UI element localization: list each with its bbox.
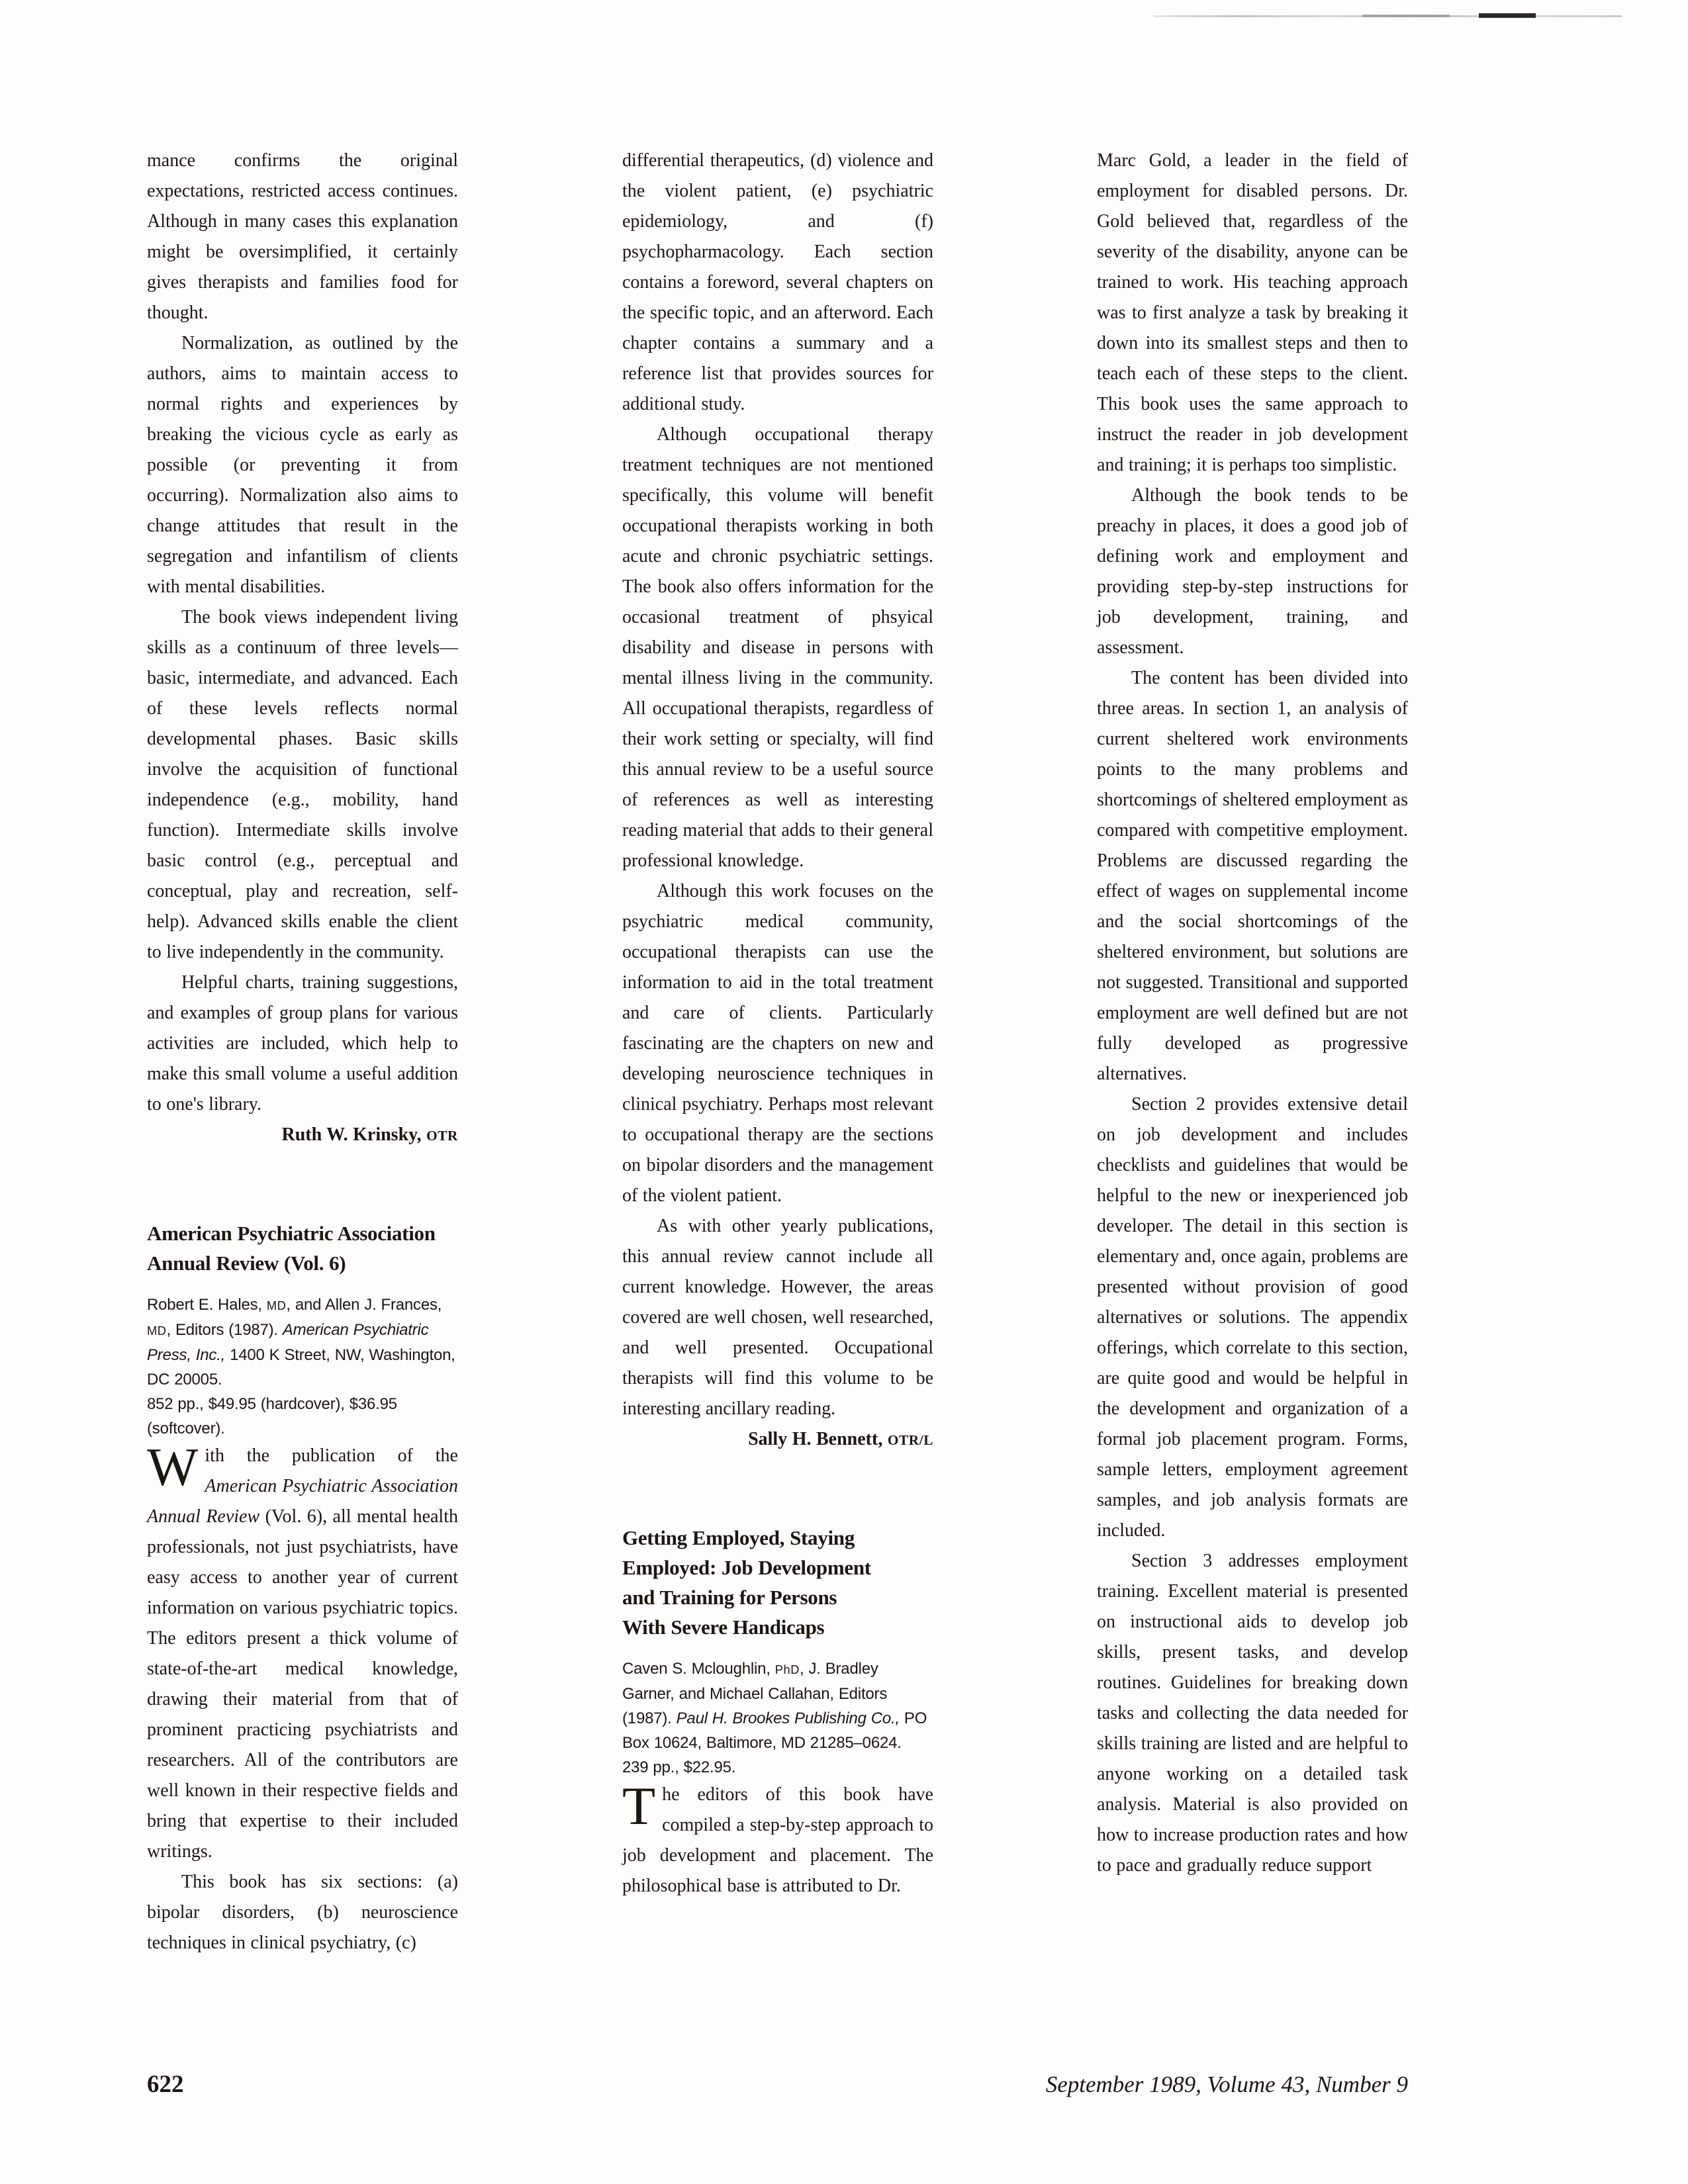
scan-line-dark bbox=[1479, 13, 1536, 18]
italic-text: Paul H. Brookes Publishing Co., bbox=[676, 1709, 900, 1727]
continuation-paragraph bbox=[1097, 146, 1408, 480]
text-run: Although this work focuses on the psychiatric medical community, occupational therapists can use the information to aid in the total treatment and care of clients. Particularly fascinating are the chapters on new and developing neuroscience techniques in clinical psychiatry. Perhaps most relevant to occupational therapy are the sections on bipolar disorders and the management of the violent patient. bbox=[622, 881, 933, 1206]
column-left bbox=[147, 146, 458, 1958]
review-title-line: With Severe Handicaps bbox=[622, 1615, 825, 1639]
text-run: Section 3 addresses employment training. Excellent material is presented on instructional aids to develop job skills, present tasks, and develop routines. Guidelines for breaking down tasks and collecting the data needed for skills training are listed and are helpful to anyone working on a detailed task analysis. Material is also provided on how to increase production rates and how to pace and gradually reduce support bbox=[1097, 1551, 1408, 1876]
citation-line bbox=[622, 1657, 933, 1755]
footer-issue-line: September 1989, Volume 43, Number 9 bbox=[1045, 2071, 1408, 2097]
text-run: As with other yearly publications, this annual review cannot include all current knowledge. However, the areas covered are well chosen, well researched, and well presented. Occupational therapists will find this volume to be interesting ancillary reading. bbox=[622, 1216, 933, 1419]
smallcaps-text: MD bbox=[266, 1298, 287, 1312]
text-run: Helpful charts, training suggestions, and examples of group plans for various activities are included, which help to make this small volume a useful addition to one's library. bbox=[147, 972, 458, 1115]
reviewer-signature bbox=[622, 1424, 933, 1455]
text-run: ith the publication of the bbox=[205, 1445, 458, 1466]
text-run: , and Allen J. Frances, bbox=[286, 1296, 442, 1314]
paragraph bbox=[147, 1867, 458, 1958]
paragraph bbox=[622, 1211, 933, 1424]
text-run: differential therapeutics, (d) violence and the violent patient, (e) psychiatric epidemiology, and (f) psychopharmacology. Each section contains a foreword, several chapters on the specific topic, and an afterword. Each chapter contains a summary and a reference list that provides sources for additional study. bbox=[622, 150, 933, 414]
review-title bbox=[147, 1218, 458, 1278]
paragraph bbox=[622, 876, 933, 1211]
reviewer-credential: OTR bbox=[426, 1128, 458, 1144]
paragraph bbox=[1097, 1546, 1408, 1881]
text-run: mance confirms the original expectations, restricted access continues. Although in many cases this explanation might be oversimplified, it certainly gives therapists and families food for thought. bbox=[147, 150, 458, 323]
text-run: 1400 K Street, NW, Washington, DC 20005. bbox=[147, 1346, 455, 1388]
review-title-line: Annual Review (Vol. 6) bbox=[147, 1251, 346, 1275]
drop-cap-letter: T bbox=[622, 1776, 656, 1836]
footer-page-number: 622 bbox=[147, 2071, 184, 2098]
smallcaps-text: MD bbox=[147, 1324, 167, 1338]
paragraph bbox=[147, 602, 458, 968]
text-run: 239 pp., $22.95. bbox=[622, 1758, 736, 1776]
paragraph bbox=[1097, 480, 1408, 663]
column-middle bbox=[622, 146, 933, 1901]
citation-line bbox=[147, 1293, 458, 1392]
continuation-paragraph bbox=[622, 146, 933, 420]
paragraph bbox=[622, 420, 933, 876]
drop-cap-letter: W bbox=[147, 1437, 199, 1497]
text-run: The book views independent living skills as a continuum of three levels—basic, intermediate, and advanced. Each of these levels reflects normal developmental phases. Basic skills involve the acquisition of functional independence (e.g., mobility, hand function). Intermediate skills involve basic control (e.g., perceptual and conceptual, play and recreation, self-help). Advanced skills enable the client to live independently in the community. bbox=[147, 607, 458, 962]
drop-cap-paragraph bbox=[622, 1776, 933, 1901]
citation-line bbox=[147, 1392, 458, 1441]
text-run: he editors of this book have compiled a step-by-step approach to job development and placement. The philosophical base is attributed to Dr. bbox=[622, 1784, 933, 1896]
text-run: , Editors (1987). bbox=[166, 1321, 283, 1339]
book-citation bbox=[147, 1293, 458, 1441]
text-run: Caven S. Mcloughlin, bbox=[622, 1660, 775, 1678]
text-run: PO Box 10624, Baltimore, MD 21285–0624. bbox=[622, 1709, 927, 1752]
text-run: , J. Bradley Garner, and Michael Callahan, Editors (1987). bbox=[622, 1660, 888, 1727]
review-title-line: and Training for Persons bbox=[622, 1586, 837, 1609]
smallcaps-text: PhD bbox=[774, 1662, 800, 1676]
book-citation bbox=[622, 1657, 933, 1780]
text-run: 852 pp., $49.95 (hardcover), $36.95 (softcover). bbox=[147, 1395, 397, 1437]
reviewer-name: Sally H. Bennett, bbox=[748, 1429, 888, 1449]
text-run: Although occupational therapy treatment techniques are not mentioned specifically, this volume will benefit occupational therapists working in both acute and chronic psychiatric settings. The book also offers information for the occasional treatment of phsyical disability and disease in persons with mental illness living in the community. All occupational therapists, regardless of their work setting or specialty, will find this annual review to be a useful source of references as well as interesting reading material that adds to their general professional knowledge. bbox=[622, 424, 933, 871]
reviewer-name: Ruth W. Krinsky, bbox=[281, 1124, 427, 1145]
continuation-paragraph bbox=[147, 146, 458, 328]
text-run: Normalization, as outlined by the authors, aims to maintain access to normal rights and experiences by breaking the vicious cycle as early as possible (or preventing it from occurring). Normalization also aims to change attitudes that result in the segregation and infantilism of clients with mental disabilities. bbox=[147, 333, 458, 597]
paragraph bbox=[147, 968, 458, 1120]
scan-line-medium bbox=[1362, 15, 1450, 17]
review-title bbox=[622, 1523, 933, 1642]
text-run: The content has been divided into three areas. In section 1, an analysis of current sheltered work environments points to the many problems and shortcomings of sheltered employment as compared with competitive employment. Problems are discussed regarding the effect of wages on supplemental income and the social shortcomings of the sheltered environment, but solutions are not suggested. Transitional and supported employment are well defined but are not fully developed as progressive alternatives. bbox=[1097, 668, 1408, 1084]
page-footer bbox=[147, 2070, 1408, 2099]
paragraph bbox=[1097, 1089, 1408, 1546]
review-title-line: American Psychiatric Association bbox=[147, 1222, 436, 1245]
review-title-line: Getting Employed, Staying bbox=[622, 1526, 855, 1549]
text-run: Marc Gold, a leader in the field of employment for disabled persons. Dr. Gold believed that, regardless of the severity of the disability, anyone can be trained to work. His teaching approach was to first analyze a task by breaking it down into its smallest steps and then to teach each of these steps to the client. This book uses the same approach to instruct the reader in job development and training; it is perhaps too simplistic. bbox=[1097, 150, 1408, 475]
reviewer-signature bbox=[147, 1120, 458, 1151]
review-title-line: Employed: Job Development bbox=[622, 1556, 871, 1579]
paragraph bbox=[147, 328, 458, 602]
text-run: (Vol. 6), all mental health professionals, not just psychiatrists, have easy access to another year of current information on various psychiatric topics. The editors present a thick volume of state-of-the-art medical knowledge, drawing their material from that of prominent practicing psychiatrists and researchers. All of the contributors are well known in their respective fields and bring that expertise to their included writings. bbox=[147, 1506, 458, 1862]
text-run: This book has six sections: (a) bipolar disorders, (b) neuroscience techniques in clinical psychiatry, (c) bbox=[147, 1872, 458, 1953]
text-run: Robert E. Hales, bbox=[147, 1296, 267, 1314]
italic-text: American Psychiatric Association Annual Review bbox=[147, 1476, 458, 1527]
text-run: Section 2 provides extensive detail on job development and includes checklists and guidelines that would be helpful to the new or inexperienced job developer. The detail in this section is elementary and, once again, problems are presented without provision of good alternatives or solutions. The appendix offerings, which correlate to this section, are quite good and would be helpful in the development and organization of a formal job placement program. Forms, sample letters, employment agreement samples, and job analysis formats are included. bbox=[1097, 1094, 1408, 1541]
drop-cap-paragraph bbox=[147, 1437, 458, 1867]
column-right bbox=[1097, 146, 1408, 1881]
citation-line bbox=[622, 1755, 933, 1780]
italic-text: American Psychiatric Press, Inc., bbox=[147, 1321, 429, 1364]
reviewer-credential: OTR/L bbox=[887, 1432, 933, 1448]
paragraph bbox=[1097, 663, 1408, 1089]
text-run: Although the book tends to be preachy in places, it does a good job of defining work and employment and providing step-by-step instructions for job development, training, and assessment. bbox=[1097, 485, 1408, 658]
